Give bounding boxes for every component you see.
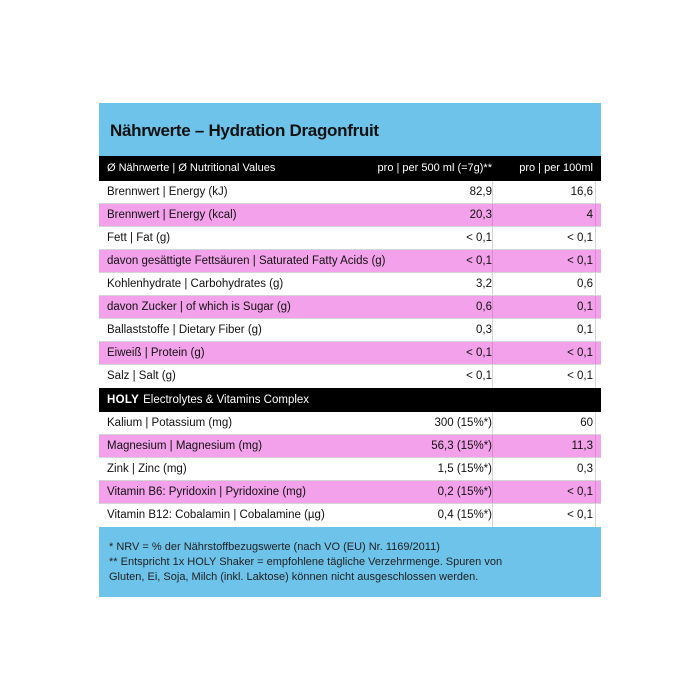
table-row [99, 481, 601, 504]
column-divider [595, 365, 596, 388]
row-label: Zink | Zinc (mg) [107, 463, 187, 475]
column-divider [492, 296, 493, 318]
table-row [99, 319, 601, 342]
table-row [99, 504, 601, 527]
footnote-line: Gluten, Ei, Soja, Milch (inkl. Laktose) können nicht ausgeschlossen werden. [109, 571, 479, 583]
value-per-100ml: 0,1 [577, 324, 593, 336]
row-label: Ballaststoffe | Dietary Fiber (g) [107, 324, 262, 336]
table-row [99, 296, 601, 319]
value-per-500ml: < 0,1 [466, 370, 492, 382]
table-row [99, 365, 601, 388]
value-per-500ml: < 0,1 [466, 232, 492, 244]
column-divider [595, 250, 596, 272]
value-per-100ml: < 0,1 [567, 232, 593, 244]
value-per-500ml: 82,9 [469, 186, 492, 198]
value-per-500ml: 1,5 (15%*) [437, 463, 492, 475]
row-label: davon Zucker | of which is Sugar (g) [107, 301, 291, 313]
footnotes [109, 540, 589, 585]
column-divider [595, 227, 596, 249]
value-per-100ml: 11,3 [571, 440, 593, 452]
row-label: davon gesättigte Fettsäuren | Saturated Fatty Acids (g) [107, 255, 386, 267]
row-label: Magnesium | Magnesium (mg) [107, 440, 263, 452]
column-divider [595, 504, 596, 527]
header-col-per-500ml: pro | per 500 ml (=7g)** [377, 162, 492, 174]
value-per-500ml: 300 (15%*) [434, 417, 492, 429]
column-divider [595, 319, 596, 341]
column-divider [595, 181, 596, 203]
column-divider [595, 342, 596, 364]
table-row [99, 227, 601, 250]
row-label: Salz | Salt (g) [107, 370, 176, 382]
value-per-100ml: < 0,1 [567, 509, 593, 521]
row-label: Brennwert | Energy (kJ) [107, 186, 228, 198]
table-row [99, 181, 601, 204]
value-per-100ml: < 0,1 [567, 486, 593, 498]
column-divider [492, 250, 493, 272]
table-row [99, 342, 601, 365]
table-row [99, 250, 601, 273]
table-row [99, 412, 601, 435]
row-label: Kalium | Potassium (mg) [107, 417, 233, 429]
value-per-500ml: 3,2 [476, 278, 492, 290]
value-per-100ml: 4 [586, 209, 593, 221]
value-per-100ml: < 0,1 [567, 347, 593, 359]
column-divider [492, 481, 493, 503]
vitamin-rows [99, 412, 601, 527]
table-row [99, 458, 601, 481]
column-divider [492, 319, 493, 341]
row-label: Eiweiß | Protein (g) [107, 347, 205, 359]
value-per-500ml: 0,2 (15%*) [437, 486, 492, 498]
column-divider [492, 435, 493, 457]
table-row [99, 435, 601, 458]
nutrition-panel [99, 103, 601, 597]
column-divider [492, 458, 493, 480]
row-label: Vitamin B6: Pyridoxin | Pyridoxine (mg) [107, 486, 306, 498]
value-per-500ml: 0,3 [476, 324, 492, 336]
row-label: Fett | Fat (g) [107, 232, 171, 244]
value-per-100ml: 0,3 [577, 463, 593, 475]
panel-title: Nährwerte – Hydration Dragonfruit [110, 121, 379, 140]
column-divider [492, 412, 493, 434]
row-label: Kohlenhydrate | Carbohydrates (g) [107, 278, 284, 290]
column-divider [492, 365, 493, 388]
value-per-500ml: < 0,1 [466, 347, 492, 359]
column-divider [492, 504, 493, 527]
table-row [99, 204, 601, 227]
nutrition-rows [99, 181, 601, 388]
footnote-line: ** Entspricht 1x HOLY Shaker = empfohlene tägliche Verzehrmenge. Spuren von [109, 556, 503, 568]
column-divider [492, 273, 493, 295]
footnote-line: * NRV = % der Nährstoffbezugswerte (nach VO (EU) Nr. 1169/2011) [109, 541, 440, 553]
column-divider [492, 181, 493, 203]
value-per-500ml: 56,3 (15%*) [431, 440, 492, 452]
table-header-row [99, 156, 601, 181]
value-per-100ml: < 0,1 [567, 370, 593, 382]
value-per-100ml: 60 [580, 417, 593, 429]
value-per-500ml: 0,4 (15%*) [437, 509, 492, 521]
column-divider [492, 342, 493, 364]
column-divider [595, 296, 596, 318]
holy-brand: HOLY [107, 394, 140, 406]
row-label: Vitamin B12: Cobalamin | Cobalamine (µg) [107, 509, 325, 521]
table-row [99, 273, 601, 296]
value-per-500ml: < 0,1 [466, 255, 492, 267]
header-col-per-100ml: pro | per 100ml [519, 162, 593, 174]
header-label: Ø Nährwerte | Ø Nutritional Values [107, 162, 276, 174]
section-header-row [99, 388, 601, 412]
column-divider [492, 204, 493, 226]
row-label: Brennwert | Energy (kcal) [107, 209, 237, 221]
value-per-100ml: 0,1 [577, 301, 593, 313]
column-divider [595, 458, 596, 480]
section-label: Electrolytes & Vitamins Complex [143, 394, 310, 406]
value-per-500ml: 0,6 [476, 301, 492, 313]
value-per-500ml: 20,3 [469, 209, 492, 221]
column-divider [492, 227, 493, 249]
nutrition-table [99, 156, 601, 527]
column-divider [595, 435, 596, 457]
value-per-100ml: 16,6 [570, 186, 593, 198]
column-divider [595, 412, 596, 434]
column-divider [595, 273, 596, 295]
column-divider [595, 204, 596, 226]
column-divider [595, 481, 596, 503]
value-per-100ml: < 0,1 [567, 255, 593, 267]
value-per-100ml: 0,6 [577, 278, 593, 290]
